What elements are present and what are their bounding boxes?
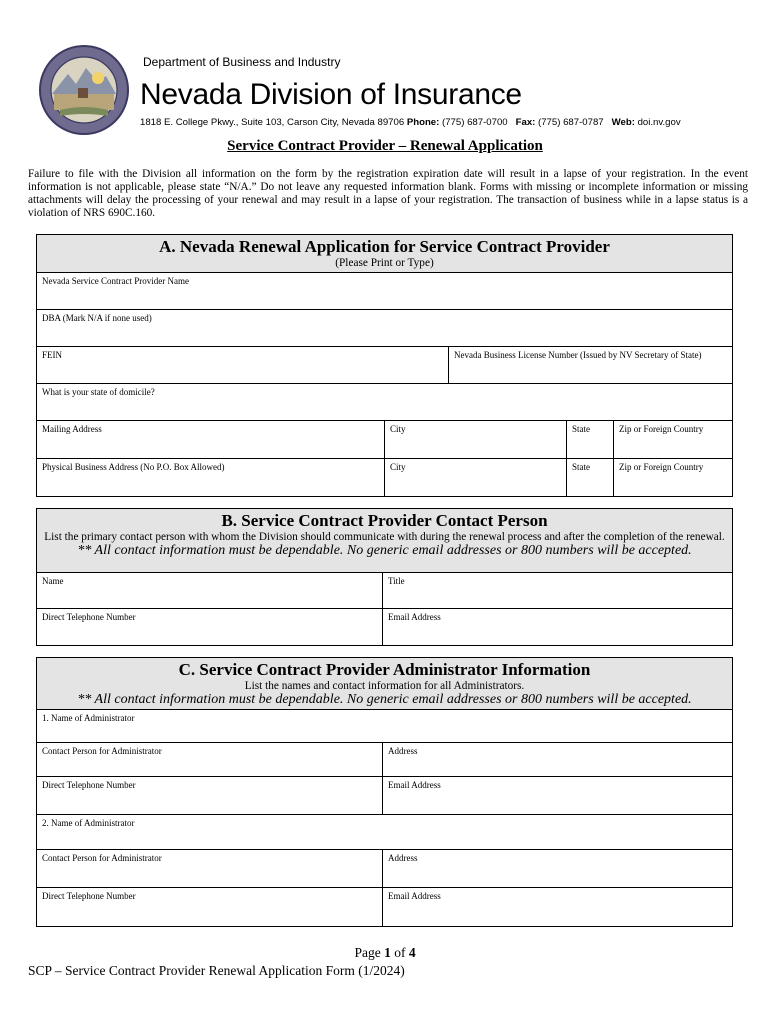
section-a-title: A. Nevada Renewal Application for Service Contract Provider [159, 237, 610, 256]
mailing-zip-label: Zip or Foreign Country [619, 424, 704, 434]
intro-paragraph: Failure to file with the Division all information on the form by the registration expiration date will result in a lapse of your registration. In the event information is not applicable, please state “N/A.” Do not leave any requested information blank. Forms with missing or incomplete information or missing attachments will delay the processing of your renewal and may result in a lapse of your registration. The transaction of business while in a lapse status is a violation of NRS 690C.160. [28, 168, 748, 219]
physical-zip-label: Zip or Foreign Country [619, 462, 704, 472]
fein-field[interactable] [37, 347, 449, 383]
agency-address: 1818 E. College Pkwy., Suite 103, Carson City, Nevada 89706 [140, 117, 405, 128]
section-c-header [37, 658, 732, 710]
physical-address-label: Physical Business Address (No P.O. Box Allowed) [42, 462, 225, 472]
form-identifier: SCP – Service Contract Provider Renewal Application Form (1/2024) [28, 963, 405, 978]
provider-name-field[interactable] [37, 273, 732, 309]
contact-title-label: Title [388, 576, 405, 586]
dba-label: DBA (Mark N/A if none used) [42, 313, 152, 323]
fein-label: FEIN [42, 350, 62, 360]
dba-field[interactable] [37, 310, 732, 346]
section-c-warning: ** All contact information must be dependable. No generic email addresses or 800 numbers will be accepted. [77, 692, 692, 707]
section-a-subtitle: (Please Print or Type) [335, 257, 434, 269]
contact-phone-field[interactable] [37, 609, 383, 645]
section-c-subtitle: List the names and contact information for all Administrators. [244, 680, 525, 692]
admin1-phone-field[interactable] [37, 777, 383, 814]
admin1-address-label: Address [388, 746, 418, 756]
admin2-contact-label: Contact Person for Administrator [42, 853, 162, 863]
mailing-address-field[interactable] [37, 421, 385, 458]
admin1-contact-label: Contact Person for Administrator [42, 746, 162, 756]
agency-fax: (775) 687-0787 [538, 117, 604, 128]
mailing-city-label: City [390, 424, 406, 434]
phone-label: Phone: [406, 117, 440, 128]
admin2-email-field[interactable] [383, 888, 732, 926]
physical-zip-field[interactable] [614, 459, 732, 496]
mailing-city-field[interactable] [385, 421, 567, 458]
contact-phone-label: Direct Telephone Number [42, 612, 136, 622]
section-a-header [37, 235, 732, 273]
agency-web: doi.nv.gov [637, 117, 681, 128]
physical-city-label: City [390, 462, 406, 472]
agency-name: Nevada Division of Insurance [140, 78, 522, 111]
form-title: Service Contract Provider – Renewal Application [227, 138, 543, 154]
section-c [36, 657, 733, 927]
contact-email-label: Email Address [388, 612, 441, 622]
physical-city-field[interactable] [385, 459, 567, 496]
admin1-name-field[interactable] [37, 710, 732, 742]
agency-phone: (775) 687-0700 [442, 117, 508, 128]
admin1-contact-field[interactable] [37, 743, 383, 776]
contact-email-field[interactable] [383, 609, 732, 645]
contact-name-field[interactable] [37, 573, 383, 608]
section-b [36, 508, 733, 646]
section-a [36, 234, 733, 497]
fax-label: Fax: [515, 117, 536, 128]
web-label: Web: [611, 117, 635, 128]
admin1-email-field[interactable] [383, 777, 732, 814]
section-c-title: C. Service Contract Provider Administrator Information [178, 660, 591, 679]
agency-contact-line [140, 117, 681, 128]
business-license-field[interactable] [449, 347, 732, 383]
section-b-title: B. Service Contract Provider Contact Person [221, 511, 548, 530]
admin2-email-label: Email Address [388, 891, 441, 901]
physical-state-field[interactable] [567, 459, 614, 496]
mailing-address-label: Mailing Address [42, 424, 102, 434]
provider-name-label: Nevada Service Contract Provider Name [42, 276, 189, 286]
department-name: Department of Business and Industry [143, 55, 341, 69]
admin1-email-label: Email Address [388, 780, 441, 790]
admin2-contact-field[interactable] [37, 850, 383, 887]
domicile-label: What is your state of domicile? [42, 387, 155, 397]
admin1-name-label: 1. Name of Administrator [42, 713, 135, 723]
admin2-phone-label: Direct Telephone Number [42, 891, 136, 901]
admin1-phone-label: Direct Telephone Number [42, 780, 136, 790]
physical-address-field[interactable] [37, 459, 385, 496]
admin2-address-label: Address [388, 853, 418, 863]
mailing-state-label: State [572, 424, 590, 434]
section-b-warning: ** All contact information must be dependable. No generic email addresses or 800 numbers will be accepted. [77, 543, 692, 558]
admin2-name-field[interactable] [37, 815, 732, 849]
mailing-state-field[interactable] [567, 421, 614, 458]
section-b-subtitle: List the primary contact person with whom the Division should communicate with during the renewal process and after the completion of the renewal. [44, 531, 725, 543]
physical-state-label: State [572, 462, 590, 472]
state-seal-logo [38, 44, 130, 136]
admin2-address-field[interactable] [383, 850, 732, 887]
admin2-phone-field[interactable] [37, 888, 383, 926]
domicile-field[interactable] [37, 384, 732, 420]
mailing-zip-field[interactable] [614, 421, 732, 458]
section-b-header [37, 509, 732, 573]
contact-title-field[interactable] [383, 573, 732, 608]
admin2-name-label: 2. Name of Administrator [42, 818, 135, 828]
page-number: Page 1 of 4 [354, 945, 416, 960]
business-license-label: Nevada Business License Number (Issued by NV Secretary of State) [454, 350, 702, 360]
admin1-address-field[interactable] [383, 743, 732, 776]
contact-name-label: Name [42, 576, 64, 586]
